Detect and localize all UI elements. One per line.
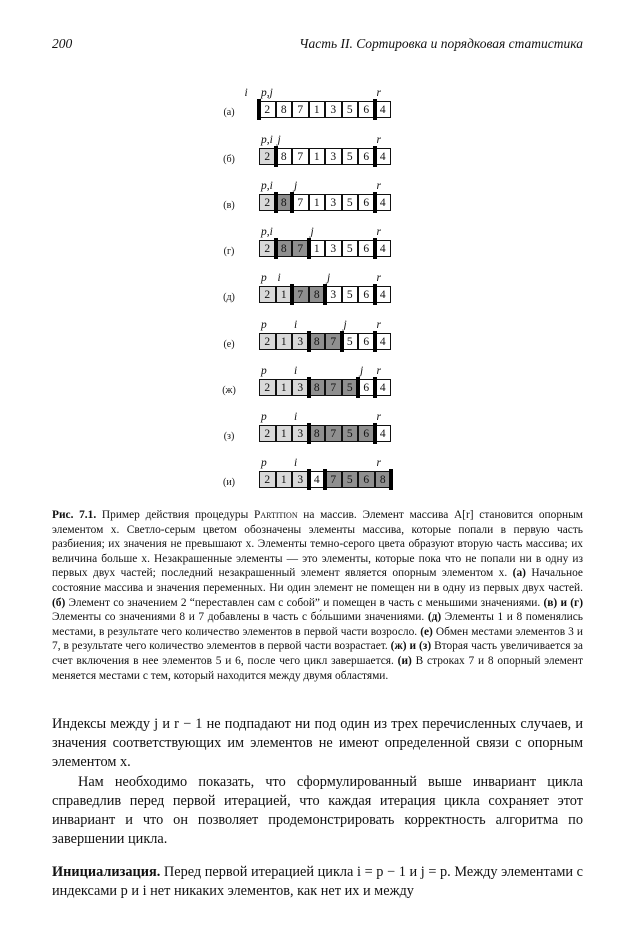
index-label: j (294, 180, 298, 192)
array-cell: 3 (325, 194, 342, 211)
index-label: r (376, 226, 381, 238)
array-cell: 3 (292, 333, 309, 350)
array-cell: 5 (342, 148, 359, 165)
array-cell: 6 (358, 379, 375, 396)
init-label: Инициализация. (52, 864, 161, 880)
caption-vg-label: (в) и (г) (543, 596, 584, 609)
array-cell: 6 (358, 148, 375, 165)
boundary-bar (373, 192, 377, 213)
index-label: p (261, 411, 267, 423)
array-cell: 1 (309, 240, 326, 257)
array-cell: 1 (309, 194, 326, 211)
array-cell: 2 (259, 471, 276, 488)
array-cell: 3 (325, 240, 342, 257)
index-label: p,j (261, 87, 273, 99)
init-text: Перед первой итерацией цикла i = p − 1 и j = p. Между элементами с индексами p и i нет никаких элементов, как нет их и между (52, 864, 583, 899)
caption-text1: Пример действия процедуры (101, 509, 254, 521)
array-cell: 6 (358, 240, 375, 257)
array-cell: 4 (375, 425, 392, 442)
index-label: r (376, 457, 381, 469)
boundary-bar (307, 469, 311, 490)
array-cell: 2 (259, 101, 276, 118)
array-cell: 4 (375, 333, 392, 350)
array-cell: 8 (309, 333, 326, 350)
array-cell: 7 (325, 379, 342, 396)
array (259, 134, 409, 167)
array-cell: 8 (276, 194, 293, 211)
boundary-bar (290, 284, 294, 305)
array-cell: 1 (309, 148, 326, 165)
array-cell: 8 (276, 148, 293, 165)
index-label: r (376, 411, 381, 423)
array-cell: 4 (375, 148, 392, 165)
boundary-bar (373, 238, 377, 259)
figure-row-label: (ж) (222, 385, 236, 396)
index-label: p (261, 272, 267, 284)
figure-row-label: (д) (223, 292, 235, 303)
array-cell: 1 (276, 379, 293, 396)
array-cell: 1 (276, 286, 293, 303)
figure-row-label: (г) (223, 246, 235, 257)
array (259, 319, 409, 352)
boundary-bar (307, 331, 311, 352)
index-label: j (327, 272, 331, 284)
caption-vg-text: Элементы со значениями 8 и 7 добавлены в часть с бо́льшими значениями. (52, 611, 428, 624)
array-cell: 2 (259, 240, 276, 257)
array-cell: 5 (342, 471, 359, 488)
boundary-bar (356, 377, 360, 398)
boundary-bar (340, 331, 344, 352)
array-cell: 7 (292, 286, 309, 303)
caption-d-label: (д) (427, 611, 442, 624)
array-cell: 3 (292, 425, 309, 442)
array (259, 411, 409, 444)
array-cell: 8 (309, 379, 326, 396)
array-cell: 6 (358, 471, 375, 488)
caption-proc: Partition (253, 509, 298, 521)
body-text (52, 715, 583, 901)
array-cell: 1 (276, 471, 293, 488)
figure-row-label: (б) (223, 154, 235, 165)
index-label: i (277, 272, 281, 284)
array-cell: 7 (292, 194, 309, 211)
caption-b-label: (б) (52, 596, 66, 609)
array-cell: 6 (358, 425, 375, 442)
boundary-bar (373, 331, 377, 352)
boundary-bar (274, 238, 278, 259)
index-label: p (261, 319, 267, 331)
array-cell: 3 (292, 379, 309, 396)
caption-text2: на массив. Элемент массива A[r] становится опорным элементом x. Светло-серым цветом обозначены элементы массива, которые попали в первую часть разбиения; их значения не превышают x. Элементы темно-серого цвета образуют вторую часть массива; их величина больше x. Незакрашенные элементы — это элементы, которые пока что не попали ни в одну из первых двух частей; последний незакрашенный элемент является опорным элементом x. (52, 509, 583, 580)
boundary-bar (274, 192, 278, 213)
array-cell: 4 (375, 194, 392, 211)
boundary-bar (373, 423, 377, 444)
array-cell: 7 (292, 101, 309, 118)
array (244, 87, 409, 120)
array (259, 365, 409, 398)
index-label: p (261, 457, 267, 469)
array-cell: 5 (342, 333, 359, 350)
caption-i-label: (и) (397, 654, 412, 667)
array-cell: 5 (342, 379, 359, 396)
figure-row-label: (з) (223, 431, 235, 442)
index-label: i (294, 411, 298, 423)
index-label: r (376, 87, 381, 99)
index-label: r (376, 319, 381, 331)
array-cell: 5 (342, 425, 359, 442)
paragraph-1: Индексы между j и r − 1 не подпадают ни под один из трех перечисленных случаев, и значения соответствующих им элементов не имеют определенной связи с опорным элементом x. (52, 716, 583, 770)
array-cell: 5 (342, 194, 359, 211)
running-head: Часть II. Сортировка и порядковая статистика (299, 36, 583, 51)
boundary-bar (373, 146, 377, 167)
array-cell: 4 (375, 379, 392, 396)
index-label: p,i (261, 180, 273, 192)
boundary-bar (389, 469, 393, 490)
array-cell: 2 (259, 286, 276, 303)
array-cell: 2 (259, 148, 276, 165)
boundary-bar (323, 284, 327, 305)
figure-row-label: (е) (223, 339, 235, 350)
caption-b-text: Элемент со значением 2 “переставлен сам с собой” и помещен в часть с меньшими значениями. (65, 596, 544, 609)
figure-row (0, 88, 633, 128)
array-cell: 6 (358, 101, 375, 118)
array-cell: 2 (259, 425, 276, 442)
index-label: r (376, 180, 381, 192)
caption-e-text: Обмен местами элементов 3 и 7, в результате чего количество элементов в первой части возрастает. (52, 625, 583, 653)
array-cell: 6 (358, 194, 375, 211)
page-number: 200 (52, 36, 73, 51)
index-label: i (294, 457, 298, 469)
boundary-bar (307, 423, 311, 444)
array-cell: 6 (358, 286, 375, 303)
array-cell: 7 (325, 471, 342, 488)
boundary-bar (307, 238, 311, 259)
boundary-bar (323, 469, 327, 490)
array-cell: 3 (325, 286, 342, 303)
figure-row (0, 227, 633, 267)
figure-row (0, 135, 633, 175)
index-label: i (244, 87, 248, 99)
array (259, 180, 409, 213)
array-cell: 4 (375, 240, 392, 257)
paragraph-initialization (52, 863, 583, 901)
array-cell: 5 (342, 240, 359, 257)
index-label: r (376, 365, 381, 377)
array-cell: 2 (259, 333, 276, 350)
figure-row-label: (а) (223, 107, 235, 118)
boundary-bar (373, 99, 377, 120)
figure-caption (52, 508, 583, 683)
array-cell: 7 (325, 425, 342, 442)
array-cell: 7 (325, 333, 342, 350)
array-cell: 2 (259, 194, 276, 211)
figure-row (0, 366, 633, 406)
array-cell: 4 (375, 286, 392, 303)
index-label: i (294, 319, 298, 331)
figure-row (0, 320, 633, 360)
array-cell: 8 (375, 471, 392, 488)
array-cell: 4 (375, 101, 392, 118)
figure-row (0, 412, 633, 452)
array-cell: 5 (342, 286, 359, 303)
array-cell: 8 (276, 240, 293, 257)
index-label: r (376, 134, 381, 146)
array-cell: 3 (325, 101, 342, 118)
figure-row (0, 273, 633, 313)
figure-row-label: (и) (222, 477, 235, 488)
boundary-bar (274, 146, 278, 167)
array (259, 272, 409, 305)
caption-a-label: (а) (512, 567, 526, 580)
index-label: p (261, 365, 267, 377)
array (259, 457, 409, 490)
array-cell: 7 (292, 240, 309, 257)
boundary-bar (373, 377, 377, 398)
caption-e-label: (е) (420, 625, 433, 638)
caption-i-text: В строках 7 и 8 опорный элемент меняется местами с тем, который находится между двумя областями. (52, 654, 583, 682)
array-cell: 8 (276, 101, 293, 118)
index-label: i (294, 365, 298, 377)
index-label: r (376, 272, 381, 284)
array-cell: 1 (276, 333, 293, 350)
array-cell: 3 (292, 471, 309, 488)
caption-zh-text: Вторая часть увеличивается за счет включения в нее элементов 5 и 6, после чего цикл завершается. (52, 640, 583, 667)
index-label: p,i (261, 226, 273, 238)
figure-row (0, 181, 633, 221)
array-cell: 4 (309, 471, 326, 488)
array (259, 226, 409, 259)
array-cell: 5 (342, 101, 359, 118)
array-cell: 1 (276, 425, 293, 442)
array-cell: 1 (309, 101, 326, 118)
index-label: j (310, 226, 314, 238)
index-label: j (343, 319, 347, 331)
boundary-bar (257, 99, 261, 120)
caption-zh-label: (ж) и (з) (390, 640, 432, 653)
array-cell: 2 (259, 379, 276, 396)
array-cell: 6 (358, 333, 375, 350)
figure-row-label: (в) (223, 200, 235, 211)
caption-d-text: Элементы 1 и 8 поменялись местами, в результате чего количество элементов в первой части возросло. (52, 611, 584, 638)
caption-a-text: Начальное состояние массива и значения переменных. Ни один элемент не помещен ни в одну из первых двух частей. (52, 567, 583, 594)
boundary-bar (290, 192, 294, 213)
index-label: j (277, 134, 281, 146)
array-cell: 3 (325, 148, 342, 165)
figure-row (0, 458, 633, 498)
boundary-bar (373, 284, 377, 305)
boundary-bar (307, 377, 311, 398)
array-cell: 8 (309, 425, 326, 442)
array-cell: 8 (309, 286, 326, 303)
index-label: p,i (261, 134, 273, 146)
index-label: j (360, 365, 364, 377)
caption-label: Рис. 7.1. (52, 509, 97, 521)
paragraph-2: Нам необходимо показать, что сформулированный выше инвариант цикла справедлив перед первой итерацией, что каждая итерация цикла сохраняет этот инвариант и что он позволяет продемонстрировать корректность алгоритма по завершении цикла. (52, 774, 583, 847)
array-cell: 7 (292, 148, 309, 165)
